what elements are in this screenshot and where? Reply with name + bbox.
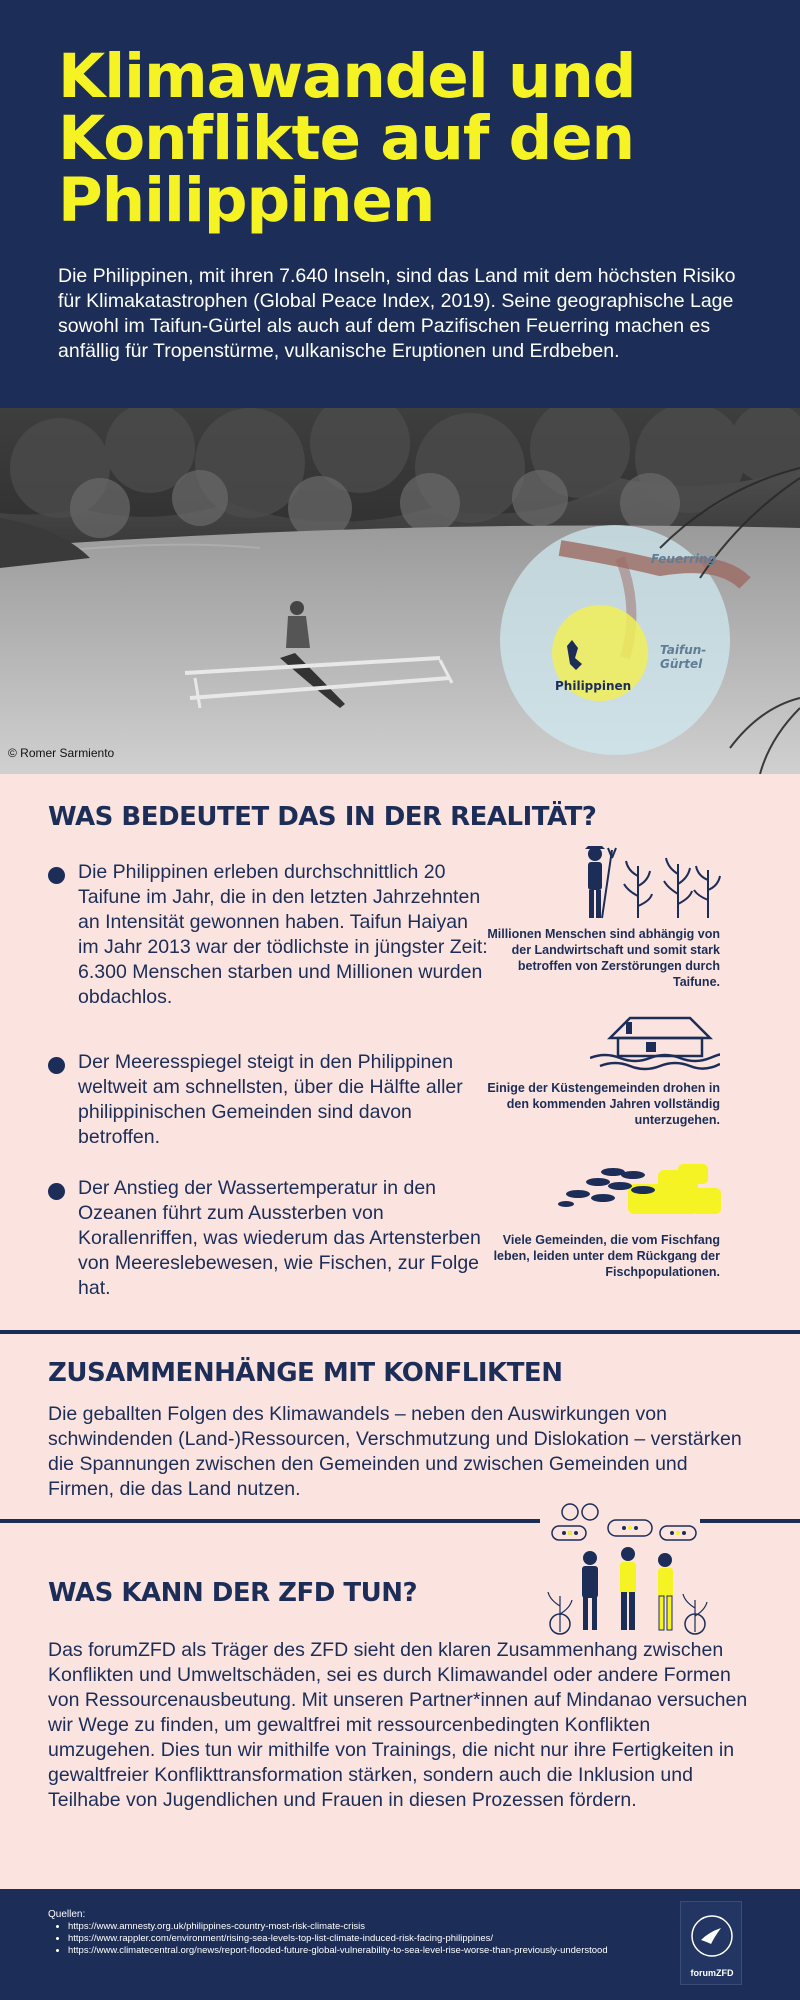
caption-coastal: Einige der Küstengemeinden drohen in den kommenden Jahren vollständig unterzugehen. <box>487 1081 720 1127</box>
map-label-philippinen: Philippinen <box>555 679 632 693</box>
flooded-house-icon <box>590 1012 720 1079</box>
section-divider <box>0 1330 800 1334</box>
river-photo <box>0 408 800 774</box>
section-zfd-text: Das forumZFD als Träger des ZFD sieht den klaren Zusammenhang zwischen Konflikten und Umweltschäden, sei es durch Klimawandel oder andere Formen von Ressourcenausbeutung. Mit unseren Partner*innen auf Mindanao versuchen wir Wege zu finden, um gewaltfrei mit ressourcenbedingten Konflikten umzugehen. Dies tun wir mithilfe von Trainings, die nicht nur ihre Fertigkeiten in gewaltfreier Konflikttransformation stärken, sondern auch die Inklusion und Teilhabe von Jugendlichen und Frauen in diesen Prozessen fördern. <box>48 1639 748 1811</box>
people-discussion-icon <box>540 1496 710 1641</box>
bullet-text: Die Philippinen erleben durchschnittlich 20 Taifune im Jahr, die in den letzten Jahrzehnten an Intensität gewonnen haben. Taifun Haiyan im Jahr 2013 war der tödlichste in jüngster Zeit: 6.300 Menschen starben und Millionen wurden obdachlos. <box>78 861 488 1008</box>
section-zfd-title: WAS KANN DER ZFD TUN? <box>48 1578 418 1608</box>
bullet-text: Der Anstieg der Wassertemperatur in den Ozeanen führt zum Aussterben von Korallenriffen, was wiederum das Artensterben von Meereslebewesen, wie Fischen, zur Folge hat. <box>78 1177 481 1299</box>
intro-text: Die Philippinen, mit ihren 7.640 Inseln, sind das Land mit dem höchsten Risiko für Klimakatastrophen (Global Peace Index, 2019). Seine geographische Lage sowohl im Taifun-Gürtel als auch auf dem Pazifischen Feuerring machen es anfällig für Tropenstürme, vulkanische Eruptionen und Erdbeben. <box>58 265 736 362</box>
section-divider <box>700 1519 800 1523</box>
section-conflict-title: ZUSAMMENHÄNGE MIT KONFLIKTEN <box>48 1358 563 1388</box>
map-label-taifun-1: Taifun- <box>660 643 707 657</box>
sources-label: Quellen: <box>48 1909 86 1920</box>
page-title: Klimawandel und Konflikte auf den Philippinen <box>58 41 636 236</box>
section-divider <box>0 1519 540 1523</box>
caption-agriculture: Millionen Menschen sind abhängig von der Landwirtschaft und somit stark betroffen von Zerstörungen durch Taifune. <box>487 927 720 989</box>
section-reality-title: WAS BEDEUTET DAS IN DER REALITÄT? <box>48 802 597 832</box>
sources-list <box>68 1921 648 1957</box>
header-banner <box>0 0 800 408</box>
forumzfd-logo <box>680 1901 742 1985</box>
source-link[interactable]: • https://www.rappler.com/environment/rising-sea-levels-top-list-climate-induced-risk-facing-philippines/ <box>68 1933 648 1945</box>
fish-coral-icon <box>558 1160 723 1225</box>
footer <box>0 1889 800 2000</box>
farmer-crops-icon <box>578 846 723 927</box>
dove-icon <box>681 1902 743 1968</box>
caption-fishing: Viele Gemeinden, die vom Fischfang leben, leiden unter dem Rückgang der Fischpopulationen. <box>493 1233 720 1279</box>
bullet-text: Der Meeresspiegel steigt in den Philippinen weltweit am schnellsten, über die Hälfte aller philippinischen Gemeinden sind davon betroffen. <box>78 1051 463 1148</box>
bullet-dot <box>48 1057 65 1074</box>
bullet-dot <box>48 1183 65 1200</box>
section-conflict-text: Die geballten Folgen des Klimawandels – neben den Auswirkungen von schwindenden (Land-)Ressourcen, Verschmutzung und Dislokation – verstärken die Spannungen zwischen den Gemeinden und zwischen Gemeinden und Firmen, die das Land nutzen. <box>48 1403 742 1500</box>
source-link[interactable]: • https://www.amnesty.org.uk/philippines-country-most-risk-climate-crisis <box>68 1921 648 1933</box>
bullet-dot <box>48 867 65 884</box>
source-link[interactable]: • https://www.climatecentral.org/news/report-flooded-future-global-vulnerability-to-sea-level-rise-worse-than-previously-understood <box>68 1945 648 1957</box>
map-label-feuerring: Feuerring <box>651 552 717 566</box>
logo-text: forumZFD <box>690 1968 734 1978</box>
bullet-item <box>48 1176 488 1301</box>
photo-credit: © Romer Sarmiento <box>8 746 115 760</box>
map-label-taifun-2: Gürtel <box>660 657 703 671</box>
bullet-item <box>48 860 488 1010</box>
bullet-item <box>48 1050 488 1150</box>
photo-illustration <box>0 408 800 774</box>
